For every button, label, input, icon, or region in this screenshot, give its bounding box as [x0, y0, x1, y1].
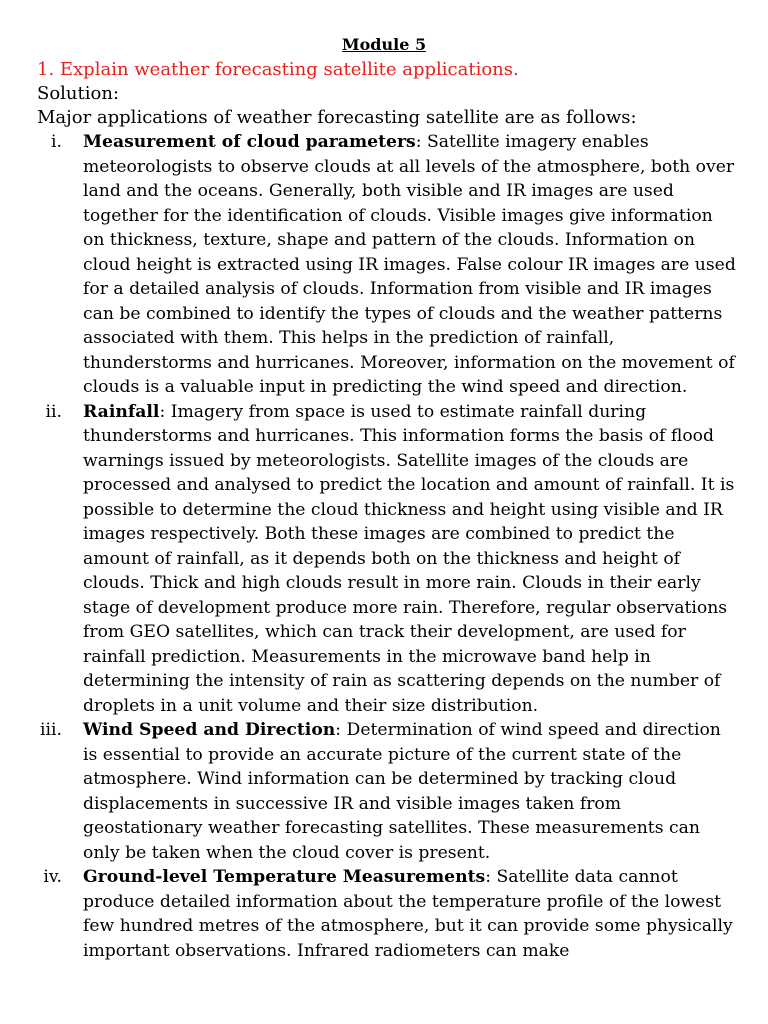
- list-marker: iii.: [40, 720, 62, 740]
- intro-text: Major applications of weather forecasting satellite are as follows:: [37, 107, 637, 128]
- item-text: : Satellite imagery enables meteorologists to observe clouds at all levels of the atmosphere, both over land and the oceans. Generally, both visible and IR images are used together for the identification of clouds. Visible images give information on thickness, texture, shape and pattern of the clouds. Information on cloud height is extracted using IR images. False colour IR images are used for a detailed analysis of clouds. Information from visible and IR images can be combined to identify the types of clouds and the weather patterns associated with them. This helps in the prediction of rainfall, thunderstorms and hurricanes. Moreover, information on the movement of clouds is a valuable input in predicting the wind speed and direction.: [83, 132, 736, 397]
- list-marker: i.: [51, 132, 62, 152]
- item-text: : Imagery from space is used to estimate rainfall during thunderstorms and hurricanes. This information forms the basis of flood warnings issued by meteorologists. Satellite images of the clouds are processed and analysed to predict the location and amount of rainfall. It is possible to determine the cloud thickness and height using visible and IR images respectively. Both these images are combined to predict the amount of rainfall, as it depends both on the thickness and height of clouds. Thick and high clouds result in more rain. Clouds in their early stage of development produce more rain. Therefore, regular observations from GEO satellites, which can track their development, are used for rainfall prediction. Measurements in the microwave band help in determining the intensity of rain as scattering depends on the number of droplets in a unit volume and their size distribution.: [83, 401, 735, 716]
- applications-list: [0, 130, 768, 963]
- list-item: [0, 130, 768, 400]
- item-heading: Wind Speed and Direction: [83, 720, 336, 740]
- item-text: : Determination of wind speed and direction is essential to provide an accurate picture of the current state of the atmosphere. Wind information can be determined by tracking cloud displacements in successive IR and visible images taken from geostationary weather forecasting satellites. These measurements can only be taken when the cloud cover is present.: [83, 720, 721, 863]
- item-heading: Ground-level Temperature Measurements: [83, 867, 486, 887]
- item-text: : Satellite data cannot produce detailed information about the temperature profile of the lowest few hundred metres of the atmosphere, but it can provide some physically important observations. Infrared radiometers can make: [83, 867, 733, 961]
- list-marker: ii.: [45, 401, 62, 422]
- list-item: [0, 718, 768, 865]
- list-marker: iv.: [43, 867, 62, 887]
- module-title: Module 5: [341, 35, 427, 54]
- item-heading: Rainfall: [83, 401, 160, 422]
- question-heading: 1. Explain weather forecasting satellite applications.: [37, 59, 519, 80]
- solution-label: Solution:: [37, 83, 120, 104]
- list-item: [0, 865, 768, 963]
- item-heading: Measurement of cloud parameters: [83, 132, 416, 152]
- list-item: [0, 400, 768, 719]
